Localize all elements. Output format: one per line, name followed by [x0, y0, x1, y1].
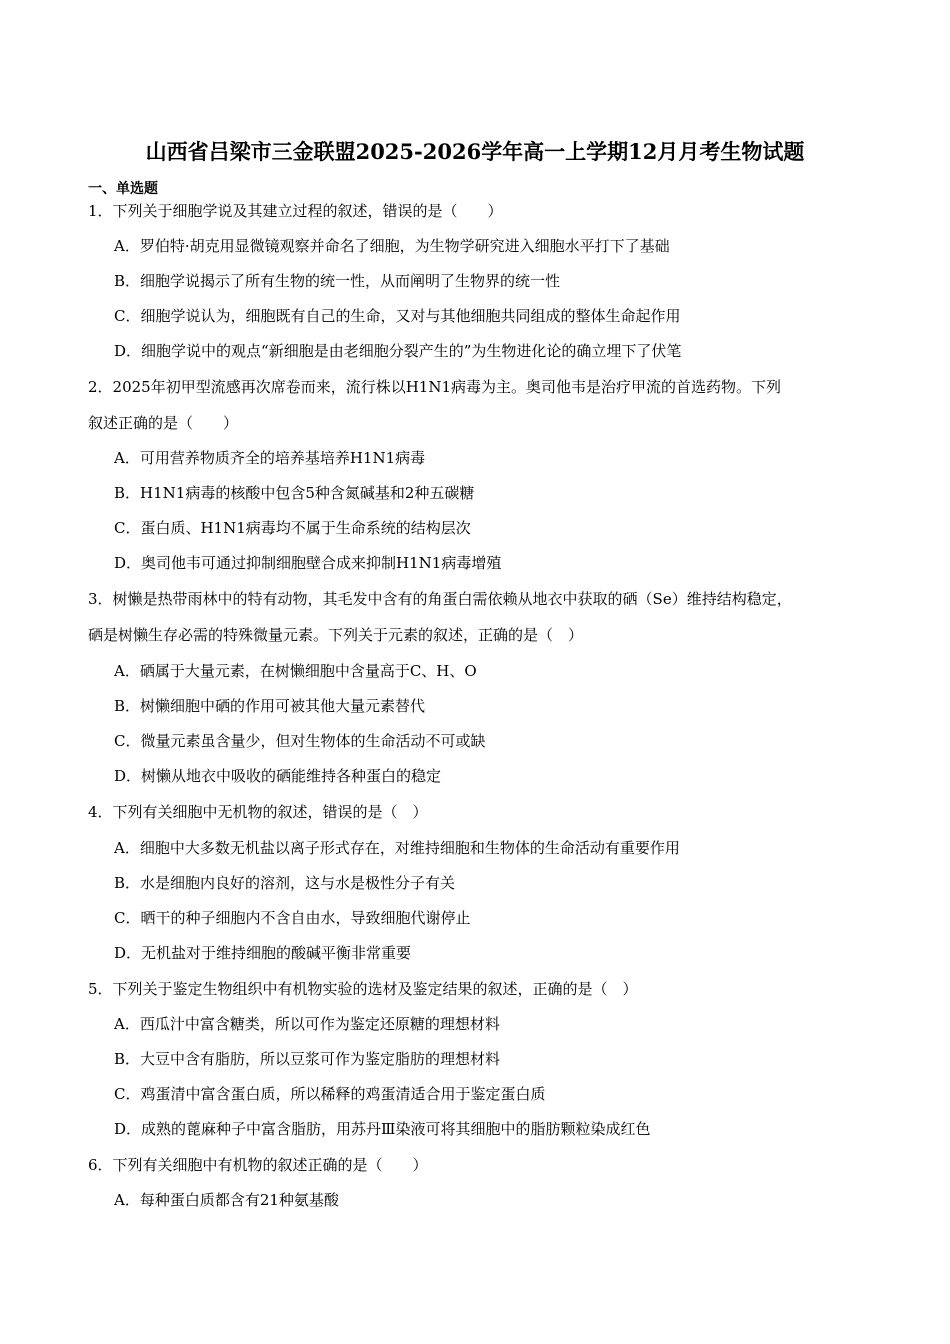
question-option: B．大豆中含有脂肪，所以豆浆可作为鉴定脂肪的理想材料 [114, 1050, 501, 1068]
question-option: A．可用营养物质齐全的培养基培养H1N1病毒 [114, 449, 426, 467]
question-option: D．无机盐对于维持细胞的酸碱平衡非常重要 [114, 944, 412, 962]
question-option: C．细胞学说认为，细胞既有自己的生命，又对与其他细胞共同组成的整体生命起作用 [114, 307, 681, 325]
question-option: A．细胞中大多数无机盐以离子形式存在，对维持细胞和生物体的生命活动有重要作用 [114, 839, 680, 857]
question-option: C．蛋白质、H1N1病毒均不属于生命系统的结构层次 [114, 519, 471, 537]
question-option: D．树懒从地衣中吸收的硒能维持各种蛋白的稳定 [114, 767, 442, 785]
question-option: D．细胞学说中的观点“新细胞是由老细胞分裂产生的”为生物进化论的确立埋下了伏笔 [114, 342, 682, 360]
question-option: C．鸡蛋清中富含蛋白质，所以稀释的鸡蛋清适合用于鉴定蛋白质 [114, 1085, 546, 1103]
question-stem: 6．下列有关细胞中有机物的叙述正确的是（ ） [88, 1156, 428, 1174]
question-option: C．微量元素虽含量少，但对生物体的生命活动不可或缺 [114, 732, 486, 750]
question-option: B．H1N1病毒的核酸中包含5种含氮碱基和2种五碳糖 [114, 484, 475, 502]
question-stem: 硒是树懒生存必需的特殊微量元素。下列关于元素的叙述，正确的是（ ） [88, 626, 584, 644]
question-stem: 1．下列关于细胞学说及其建立过程的叙述，错误的是（ ） [88, 202, 503, 220]
question-stem: 4．下列有关细胞中无机物的叙述，错误的是（ ） [88, 803, 428, 821]
question-stem: 2．2025年初甲型流感再次席卷而来，流行株以H1N1病毒为主。奥司他韦是治疗甲流的首选药物。下列 [88, 378, 782, 396]
question-option: D．成熟的蓖麻种子中富含脂肪，用苏丹Ⅲ染液可将其细胞中的脂肪颗粒染成红色 [114, 1120, 651, 1138]
question-option: A．每种蛋白质都含有21种氨基酸 [114, 1191, 339, 1209]
question-stem: 叙述正确的是（ ） [88, 414, 239, 432]
section-heading: 一、单选题 [88, 181, 158, 197]
question-option: B．树懒细胞中硒的作用可被其他大量元素替代 [114, 697, 426, 715]
question-stem: 3．树懒是热带雨林中的特有动物，其毛发中含有的角蛋白需依赖从地衣中获取的硒（Se）维持结构稳定， [88, 590, 792, 608]
question-option: B．水是细胞内良好的溶剂，这与水是极性分子有关 [114, 874, 456, 892]
page-title: 山西省吕梁市三金联盟2025-2026学年高一上学期12月月考生物试题 [145, 139, 805, 164]
question-option: B．细胞学说揭示了所有生物的统一性，从而阐明了生物界的统一性 [114, 272, 561, 290]
question-option: C．晒干的种子细胞内不含自由水，导致细胞代谢停止 [114, 909, 471, 927]
question-option: D．奥司他韦可通过抑制细胞壁合成来抑制H1N1病毒增殖 [114, 554, 502, 572]
question-option: A．硒属于大量元素，在树懒细胞中含量高于C、H、O [114, 662, 477, 680]
question-option: A．罗伯特·胡克用显微镜观察并命名了细胞，为生物学研究进入细胞水平打下了基础 [114, 237, 670, 255]
question-option: A．西瓜汁中富含糖类，所以可作为鉴定还原糖的理想材料 [114, 1015, 500, 1033]
question-stem: 5．下列关于鉴定生物组织中有机物实验的选材及鉴定结果的叙述，正确的是（ ） [88, 980, 638, 998]
